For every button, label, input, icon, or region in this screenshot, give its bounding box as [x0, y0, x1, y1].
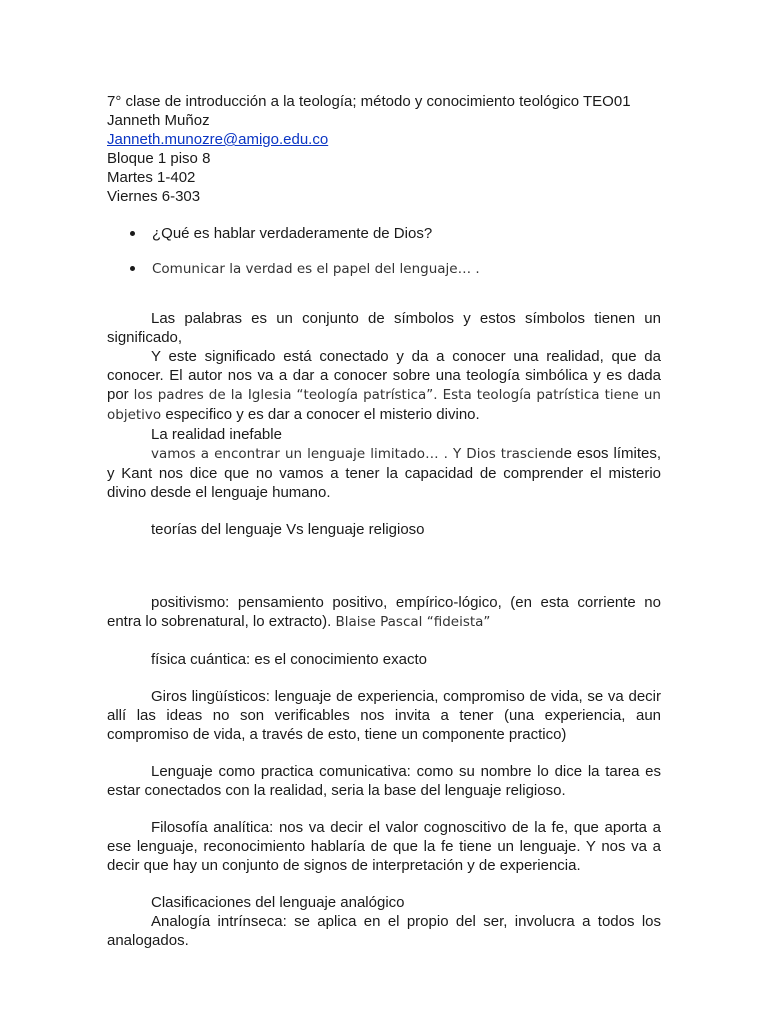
- paragraph: [107, 593, 661, 632]
- document-header: [107, 92, 667, 206]
- bullet-text: ¿Qué es hablar verdaderamente de Dios?: [152, 225, 433, 242]
- bullet-text: Comunicar la verdad es el papel del lenguaje… .: [152, 261, 480, 277]
- paragraph-text: los padres de la Iglesia “teología patrística”. Esta teología patrística tiene un objetivo: [107, 387, 661, 423]
- paragraph-text: Blaise Pascal “fideista”: [335, 614, 491, 630]
- paragraph-text: especifico y es dar a conocer el misterio divino.: [161, 406, 480, 423]
- paragraph: Giros lingüísticos: lenguaje de experiencia, compromiso de vida, se va decir allí las ideas no son verificables nos invita a tener (una experiencia, aun compromiso de vida, a través de esto, tiene un componente practico): [107, 688, 661, 743]
- paragraph-text: Y este significado está conectado y da a conocer una realidad, que da conocer. El autor nos va a dar a conocer sobre una teología simbólica y es dada por: [107, 348, 661, 403]
- email-link[interactable]: Janneth.munozre@amigo.edu.co: [107, 131, 329, 148]
- paragraph-text: positivismo: pensamiento positivo, empírico-lógico, (en esta corriente no entra lo sobrenatural, lo extracto).: [107, 594, 661, 630]
- class-title: 7° clase de introducción a la teología; método y conocimiento teológico TEO01: [107, 93, 631, 110]
- paragraph: Las palabras es un conjunto de símbolos y estos símbolos tienen un significado,: [107, 310, 661, 346]
- paragraph: física cuántica: es el conocimiento exacto: [151, 651, 427, 668]
- schedule-tuesday: Martes 1-402: [107, 169, 196, 186]
- list-item: [130, 259, 650, 278]
- list-item: [130, 224, 650, 243]
- paragraph: La realidad inefable: [151, 426, 282, 443]
- paragraph: Lenguaje como practica comunicativa: como su nombre lo dice la tarea es estar conectados con la realidad, seria la base del lenguaje religioso.: [107, 763, 661, 799]
- location-text: Bloque 1 piso 8: [107, 150, 211, 167]
- section-heading: Clasificaciones del lenguaje analógico: [151, 894, 405, 911]
- paragraph: [107, 347, 661, 425]
- bullet-list: [130, 224, 650, 278]
- paragraph: Filosofía analítica: nos va decir el valor cognoscitivo de la fe, que aporta a ese lenguaje, reconocimiento hablaría de que la fe tiene un lenguaje. Y nos va a decir que hay un conjunto de signos de interpretación y de experiencia.: [107, 819, 661, 874]
- paragraph-text: vamos a encontrar un lenguaje limitado… . Y Dios trasciend: [151, 446, 564, 462]
- author-name: Janneth Muñoz: [107, 112, 210, 129]
- document-body: [107, 309, 661, 950]
- section-heading: teorías del lenguaje Vs lenguaje religioso: [151, 521, 425, 538]
- schedule-friday: Viernes 6-303: [107, 188, 201, 205]
- paragraph: [107, 444, 661, 502]
- paragraph: Analogía intrínseca: se aplica en el propio del ser, involucra a todos los analogados.: [107, 913, 661, 949]
- bullet-icon: [130, 266, 135, 271]
- bullet-icon: [130, 231, 135, 236]
- paragraph-text: e esos límites, y Kant nos dice que no vamos a tener la capacidad de comprender el misterio divino desde el lenguaje humano.: [107, 445, 661, 501]
